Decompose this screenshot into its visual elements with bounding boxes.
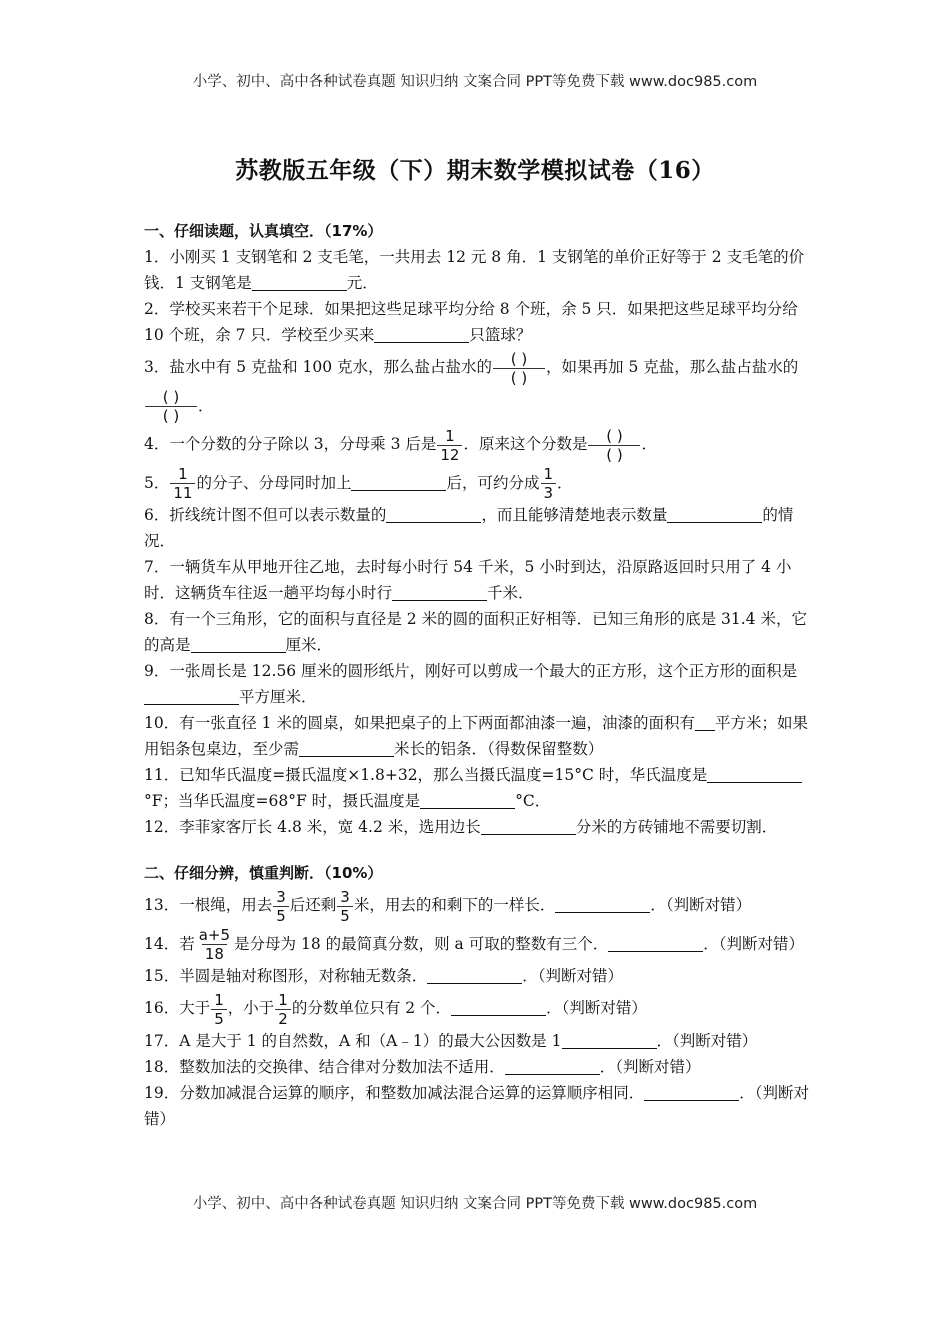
- section-gap: [144, 840, 809, 860]
- question-6: 6．折线统计图不但可以表示数量的 ，而且能够清楚地表示数量 的情况．: [144, 506, 794, 550]
- answer-blank[interactable]: [351, 473, 446, 490]
- question-3: 3．盐水中有 5 克盐和 100 克水，那么盐占盐水的 $\frac{( )}{( )}$ ，如果再加 5 克盐，那么盐占盐水的 $\frac{( )}{( )}$ ．: [144, 349, 799, 425]
- fraction: $\frac{1}{3}$: [541, 465, 557, 502]
- answer-blank[interactable]: [144, 688, 239, 705]
- answer-blank[interactable]: [451, 999, 546, 1016]
- section-1-heading: 一、仔细读题，认真填空．（17%）: [144, 222, 383, 240]
- fraction: $\frac{1}{2}$: [275, 991, 291, 1028]
- fraction-blank[interactable]: $\frac{( )}{( )}$: [493, 350, 545, 387]
- question-13: 13．一根绳，用去 $\frac{3}{5}$ 后还剩 $\frac{3}{5}$ 米，用去的和剩下的一样长． ．（判断对错）: [144, 887, 752, 925]
- page-header-banner: 小学、初中、高中各种试卷真题 知识归纳 文案合同 PPT等免费下载 www.doc985.com: [192, 74, 758, 90]
- exam-content: [144, 218, 809, 1132]
- fraction: $\frac{3}{5}$: [273, 888, 289, 925]
- question-15: 15．半圆是轴对称图形，对称轴无数条． ．（判断对错）: [144, 967, 623, 985]
- question-2: 2．学校买来若干个足球．如果把这些足球平均分给 8 个班，余 5 只．如果把这些足球平均分给 10 个班，余 7 只．学校至少买来 只篮球？: [144, 300, 798, 344]
- question-19: 19．分数加减混合运算的顺序，和整数加减法混合运算的运算顺序相同． ．（判断对错）: [144, 1083, 809, 1128]
- fraction: $\frac{1}{5}$: [211, 991, 227, 1028]
- answer-blank[interactable]: [299, 740, 394, 757]
- answer-blank[interactable]: [667, 506, 762, 523]
- fraction-blank[interactable]: $\frac{( )}{( )}$: [588, 427, 640, 464]
- answer-blank[interactable]: [505, 1057, 600, 1074]
- answer-blank[interactable]: [252, 274, 347, 291]
- question-16: 16．大于 $\frac{1}{5}$ ，小于 $\frac{1}{2}$ 的分数单位只有 2 个． ．（判断对错）: [144, 990, 647, 1028]
- fraction: $\frac{1}{11}$: [170, 465, 195, 502]
- answer-blank[interactable]: [707, 766, 802, 783]
- question-18: 18．整数加法的交换律、结合律对分数加法不适用． ．（判断对错）: [144, 1057, 701, 1076]
- page-title: 苏教版五年级（下）期末数学模拟试卷（16）: [235, 157, 715, 184]
- answer-blank[interactable]: [695, 714, 715, 731]
- answer-blank[interactable]: [644, 1083, 739, 1100]
- answer-blank[interactable]: [392, 584, 487, 601]
- answer-blank[interactable]: [555, 896, 650, 913]
- question-7: 7．一辆货车从甲地开往乙地，去时每小时行 54 千米，5 小时到达，沿原路返回时只用了 4 小时．这辆货车往返一趟平均每小时行 千米．: [144, 558, 792, 602]
- question-17: 17．A 是大于 1 的自然数，A 和（A﹣1）的最大公因数是 1 ．（判断对错）: [144, 1031, 758, 1050]
- fraction: $\frac{a+5}{18}$: [198, 926, 231, 963]
- answer-blank[interactable]: [562, 1031, 657, 1048]
- answer-blank[interactable]: [374, 326, 469, 343]
- question-9: 9．一张周长是 12.56 厘米的圆形纸片，刚好可以剪成一个最大的正方形，这个正方形的面积是平方厘米．: [144, 662, 798, 706]
- question-5: 5． $\frac{1}{11}$ 的分子、分母同时加上 后，可约分成 $\frac{1}{3}$ ．: [144, 465, 573, 502]
- question-1: 1．小刚买 1 支钢笔和 2 支毛笔，一共用去 12 元 8 角．1 支钢笔的单价正好等于 2 支毛笔的价钱．1 支钢笔是 元．: [144, 248, 805, 292]
- question-8: 8．有一个三角形，它的面积与直径是 2 米的圆的面积正好相等．已知三角形的底是 31.4 米，它的高是 厘米．: [144, 610, 807, 654]
- answer-blank[interactable]: [386, 506, 481, 523]
- answer-blank[interactable]: [427, 967, 522, 984]
- answer-blank[interactable]: [420, 792, 515, 809]
- fraction: $\frac{1}{12}$: [437, 427, 462, 464]
- fraction: $\frac{3}{5}$: [337, 888, 353, 925]
- answer-blank[interactable]: [608, 934, 703, 951]
- question-11: 11．已知华氏温度=摄氏温度×1.8+32，那么当摄氏温度=15°C 时，华氏温度是°F；当华氏温度=68°F 时，摄氏温度是 °C．: [144, 762, 809, 814]
- section-2-heading: 二、仔细分辨，慎重判断．（10%）: [144, 864, 383, 882]
- question-12: 12．李菲家客厅长 4.8 米，宽 4.2 米，选用边长 分米的方砖铺地不需要切割．: [144, 818, 778, 836]
- question-4: 4．一个分数的分子除以 3，分母乘 3 后是 $\frac{1}{12}$ ．原来这个分数是 $\frac{( )}{( )}$ ．: [144, 426, 657, 464]
- answer-blank[interactable]: [191, 636, 286, 653]
- answer-blank[interactable]: [481, 818, 576, 835]
- page-footer-banner: 小学、初中、高中各种试卷真题 知识归纳 文案合同 PPT等免费下载 www.doc985.com: [192, 1196, 758, 1212]
- fraction-blank[interactable]: $\frac{( )}{( )}$: [145, 388, 197, 425]
- question-14: 14．若 $\frac{a+5}{18}$ 是分母为 18 的最简真分数，则 a 可取的整数有三个． ．（判断对错）: [144, 926, 804, 963]
- question-10: 10．有一张直径 1 米的圆桌，如果把桌子的上下两面都油漆一遍，油漆的面积有 平方米；如果用铝条包桌边，至少需 米长的铝条．（得数保留整数）: [144, 714, 808, 758]
